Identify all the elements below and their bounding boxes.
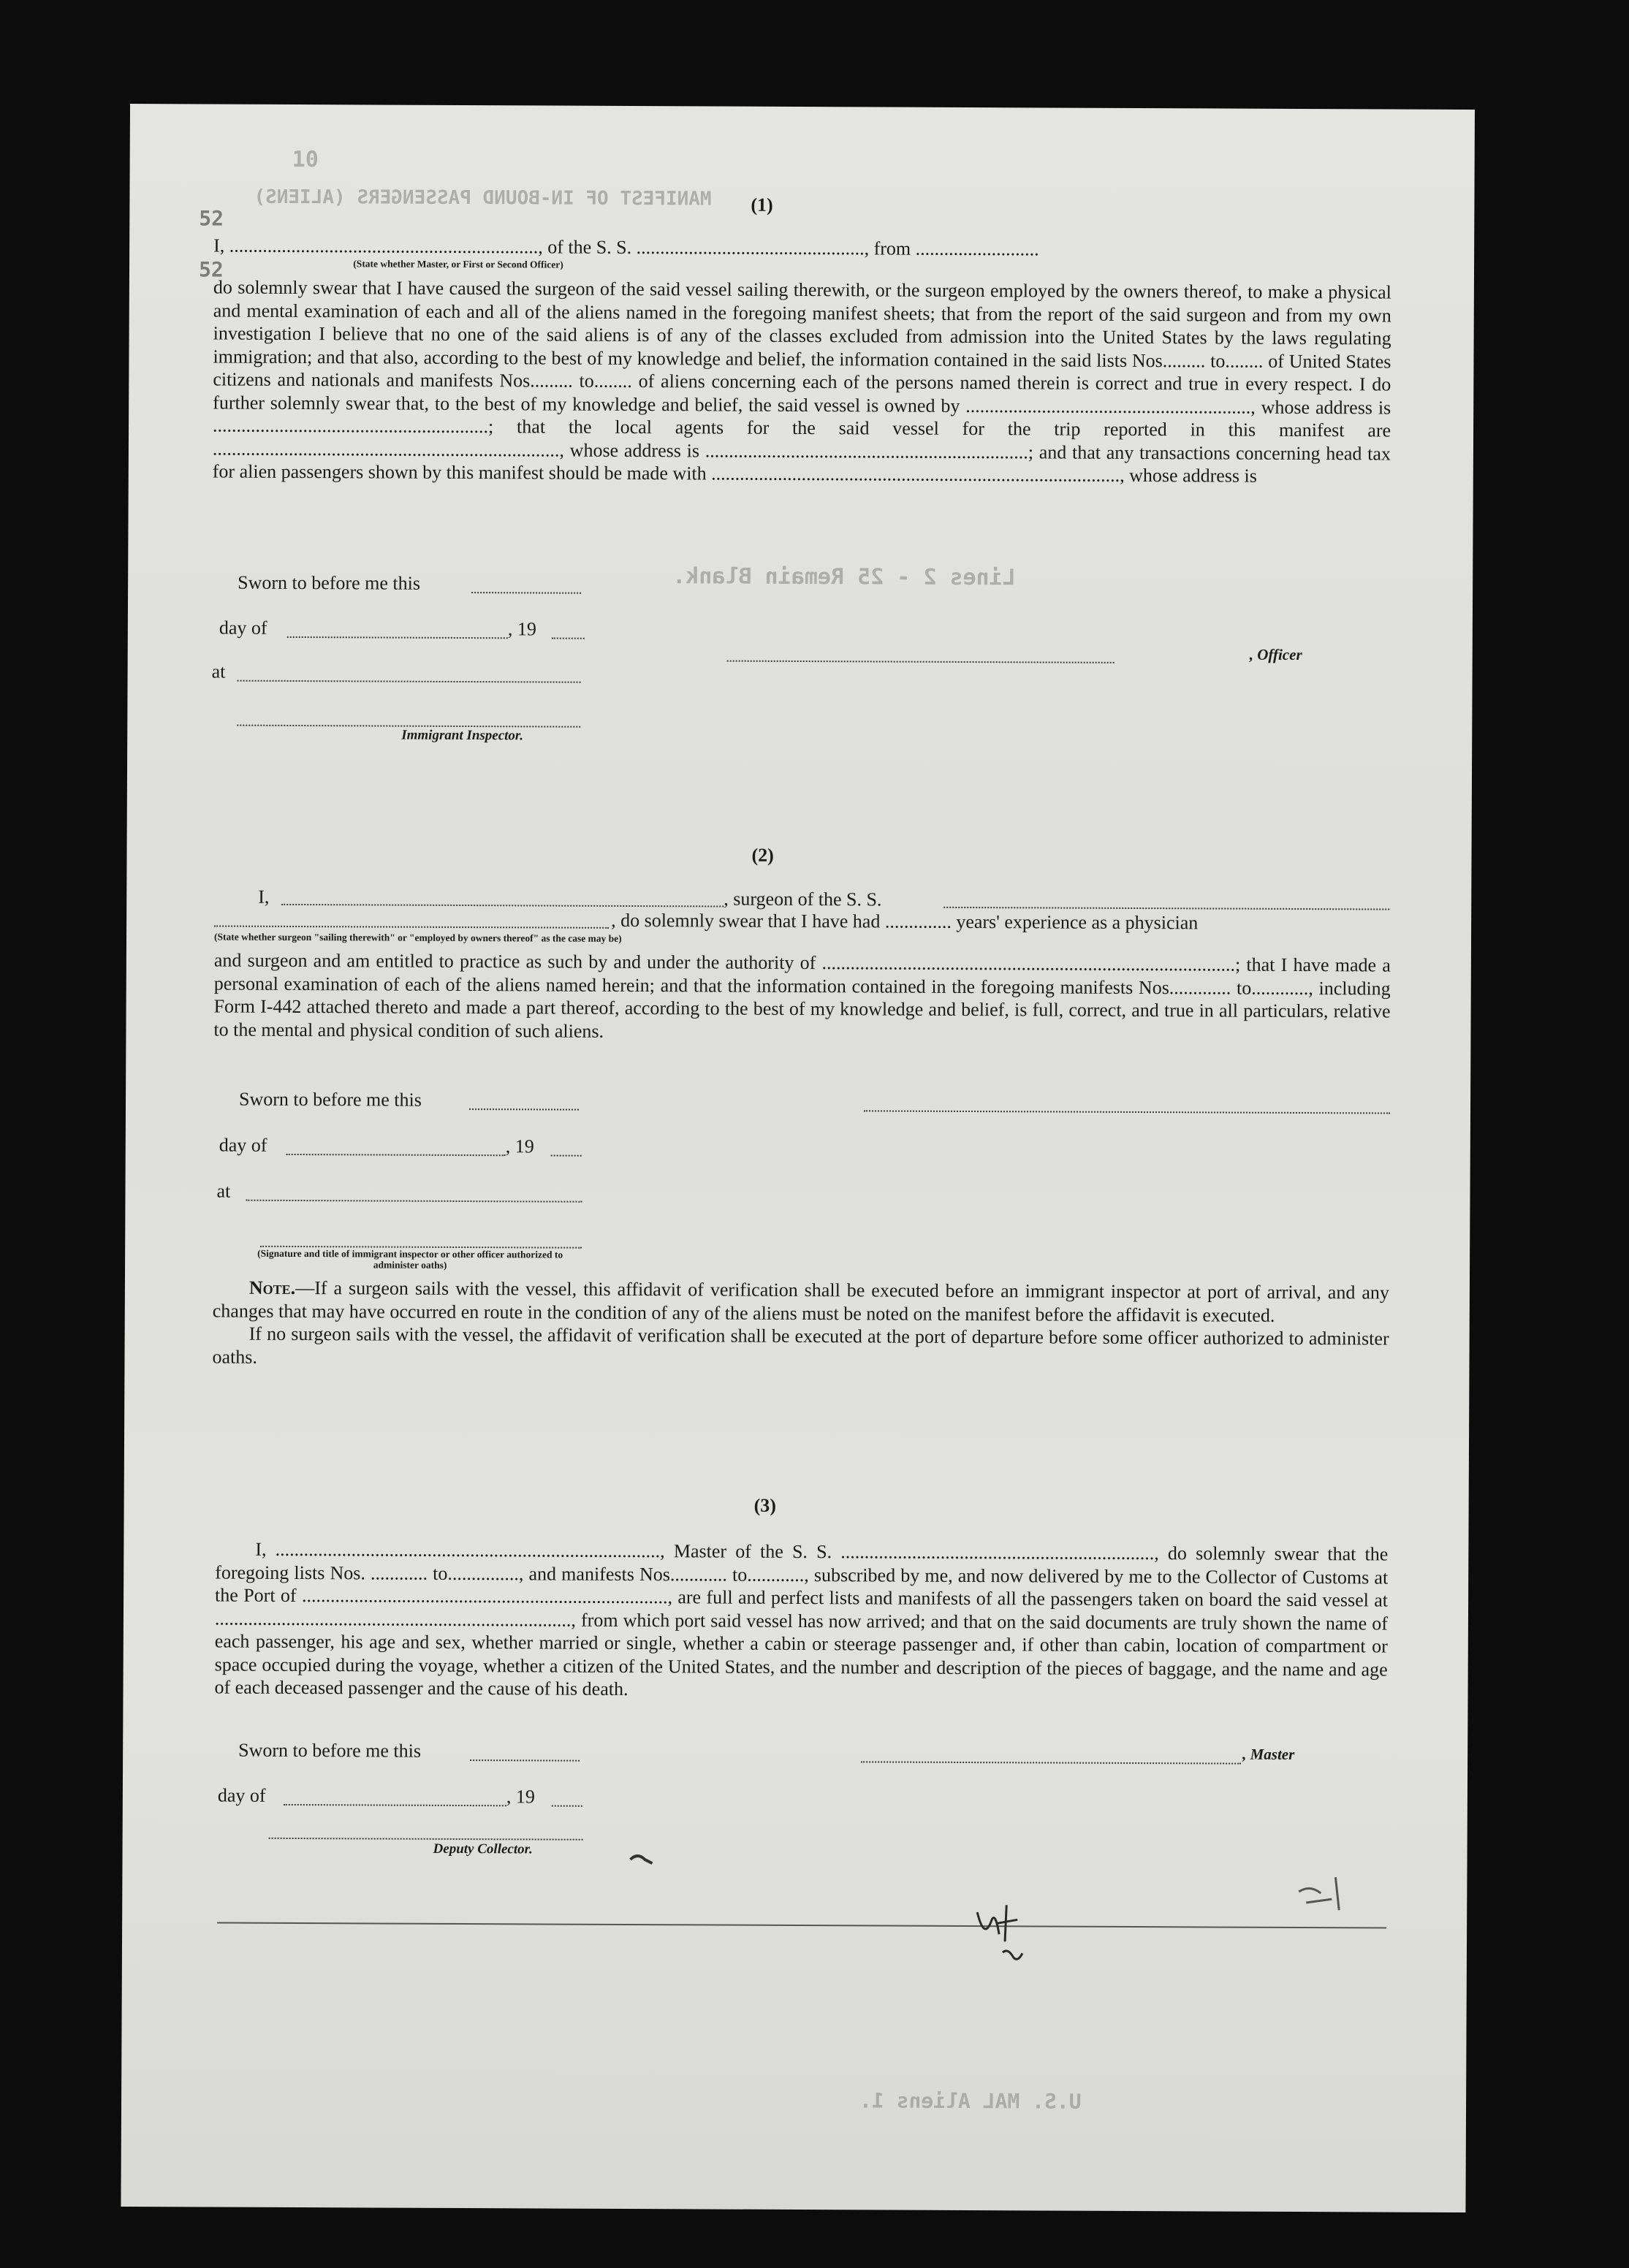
section-3-number: (3) (753, 1494, 777, 1516)
section-1-line-1: I, ................................................................., of the S. S. ................................................, from .......................... (213, 235, 1039, 260)
bleed-through-note: Lines 2 - 25 Remain Blank. (672, 563, 1016, 591)
section-2-number: (2) (751, 844, 774, 866)
year-field[interactable] (552, 1805, 582, 1807)
bleed-through-number: 10 (292, 146, 319, 173)
sworn-date-field[interactable] (471, 592, 581, 594)
section-1-number: (1) (751, 194, 773, 216)
surgeon-signature-field[interactable] (864, 1110, 1390, 1114)
year-field[interactable] (551, 1155, 582, 1157)
bottom-rule (217, 1922, 1386, 1929)
surgeon-type-field[interactable] (214, 926, 609, 929)
year-label: , 19 (505, 1135, 534, 1157)
at-label: at (211, 661, 226, 682)
section-3-oath-text: I, ................................................................................., Master of the S. S. .................................................................., do solemnly swear that the foregoing lists Nos. ............ to..............., and manifests Nos............ to............, subscribed by me, and now delivered by me to the Collector of Customs at the Port of ............................................................................., are full and perfect lists and manifests of all the passengers taken on board the said vessel at ..........................................................................., from which port said vessel has now arrived; and that on the said documents are truly shown the name of each passenger, his age and sex, whether married or single, whether a cabin or steerage passenger and, if other than cabin, location of compartment or space occupied during the voyage, whether a citizen of the United States, and the number and description of the pieces of baggage, and the name and age of each deceased passenger and the cause of his death. (214, 1538, 1389, 1700)
sworn-label: Sworn to before me this (238, 1739, 422, 1762)
section-2-i: I, (258, 886, 270, 907)
at-field[interactable] (246, 1200, 582, 1203)
bleed-through-title: MANIFEST OF IN-BOUND PASSENGERS (ALIENS) (254, 186, 712, 210)
bleed-through-form-code: U.S. MAL Aliens 1. (859, 2088, 1082, 2114)
sworn-label: Sworn to before me this (238, 1088, 422, 1111)
note-text-2: If no surgeon sails with the vessel, the affidavit of verification shall be executed at the port of departure before some officer authorized to administer oaths. (212, 1323, 1389, 1368)
day-of-label: day of (219, 1134, 267, 1156)
at-field[interactable] (238, 680, 581, 683)
bleed-through-side-number: 52 (199, 206, 224, 231)
surgeon-name-field[interactable] (281, 904, 724, 907)
note-text-1: —If a surgeon sails with the vessel, this affidavit of verification shall be executed before an immigrant inspector at port of arrival, and any changes that may have occurred en route in the condition of any of the aliens must be noted on the manifest before the affidavit is executed. (212, 1277, 1389, 1326)
day-of-field[interactable] (284, 1804, 506, 1806)
sworn-label: Sworn to before me this (238, 571, 421, 594)
sworn-date-field[interactable] (469, 1108, 579, 1111)
signature-caption: (Signature and title of immigrant inspector or other officer authorized to administer oaths) (257, 1247, 563, 1271)
year-label: , 19 (507, 618, 536, 640)
section-2-oath-text: and surgeon and am entitled to practice as such by and under the authority of .......................................................................................; that I have made a personal examination of each of the aliens named herein; and that the information contained in the foregoing manifests Nos............. to............, including Form I-442 attached thereto and made a part thereof, according to the best of my knowledge and belief, is full, correct, and true in all particulars, relative to the mental and physical condition of such aliens. (213, 949, 1391, 1042)
surgeon-of-ss: , surgeon of the S. S. (724, 888, 882, 910)
surgeon-experience-line: , do solemnly swear that I have had .............. years' experience as a physician (611, 909, 1199, 934)
smudge-mark (626, 1849, 656, 1871)
officer-caption: (State whether Master, or First or Second Officer) (353, 258, 563, 270)
at-label: at (216, 1180, 231, 1202)
section-1-oath-text: do solemnly swear that I have caused the surgeon of the said vessel sailing therewith, or the surgeon employed by the owners thereof, to make a physical and mental examination of each and all of the aliens named in the foregoing manifest sheets; that from the report of the said surgeon and from my own investigation I believe that no one of the said aliens is of any of the classes excluded from admission into the United States by the laws regulating immigration; and that also, according to the best of my knowledge and belief, the information contained in the said lists Nos......... to........ of United States citizens and nationals and manifests Nos......... to........ of aliens concerning each of the persons named therein is correct and true in every respect. I do further solemnly swear that, to the best of my knowledge and belief, the said vessel is owned by ............................................................, whose address is ..........................................................; that the local agents for the said vessel for the trip reported in this manifest are ........................................................................., whose address is ....................................................................; and that any transactions concerning head tax for alien passengers shown by this manifest should be made with ......................................................................................, whose address is (212, 276, 1391, 487)
year-label: , 19 (506, 1786, 535, 1808)
officer-signature-field[interactable] (727, 661, 1115, 663)
day-of-label: day of (219, 617, 267, 639)
day-of-field[interactable] (287, 636, 508, 639)
note-label: Note. (248, 1276, 296, 1299)
manifest-verification-sheet (121, 104, 1475, 2212)
surgeon-ship-field[interactable] (943, 907, 1389, 910)
sworn-date-field[interactable] (470, 1759, 580, 1762)
deputy-collector-label: Deputy Collector. (433, 1841, 533, 1857)
master-label: , Master (1242, 1745, 1295, 1763)
surgeon-type-caption: (State whether surgeon "sailing therewith" or "employed by owners thereof" as the case may be) (213, 931, 622, 944)
day-of-label: day of (217, 1784, 266, 1806)
handwritten-mark (962, 1890, 1043, 1971)
officer-label: , Officer (1249, 645, 1302, 664)
note-paragraph (212, 1276, 1389, 1374)
collector-signature-field[interactable] (269, 1838, 583, 1841)
smudge-mark (1291, 1870, 1350, 1914)
master-signature-field[interactable] (861, 1761, 1241, 1764)
bleed-through-side-number: 52 (198, 257, 224, 282)
immigrant-inspector-label: Immigrant Inspector. (401, 727, 524, 744)
day-of-field[interactable] (286, 1154, 506, 1156)
year-field[interactable] (552, 638, 585, 639)
